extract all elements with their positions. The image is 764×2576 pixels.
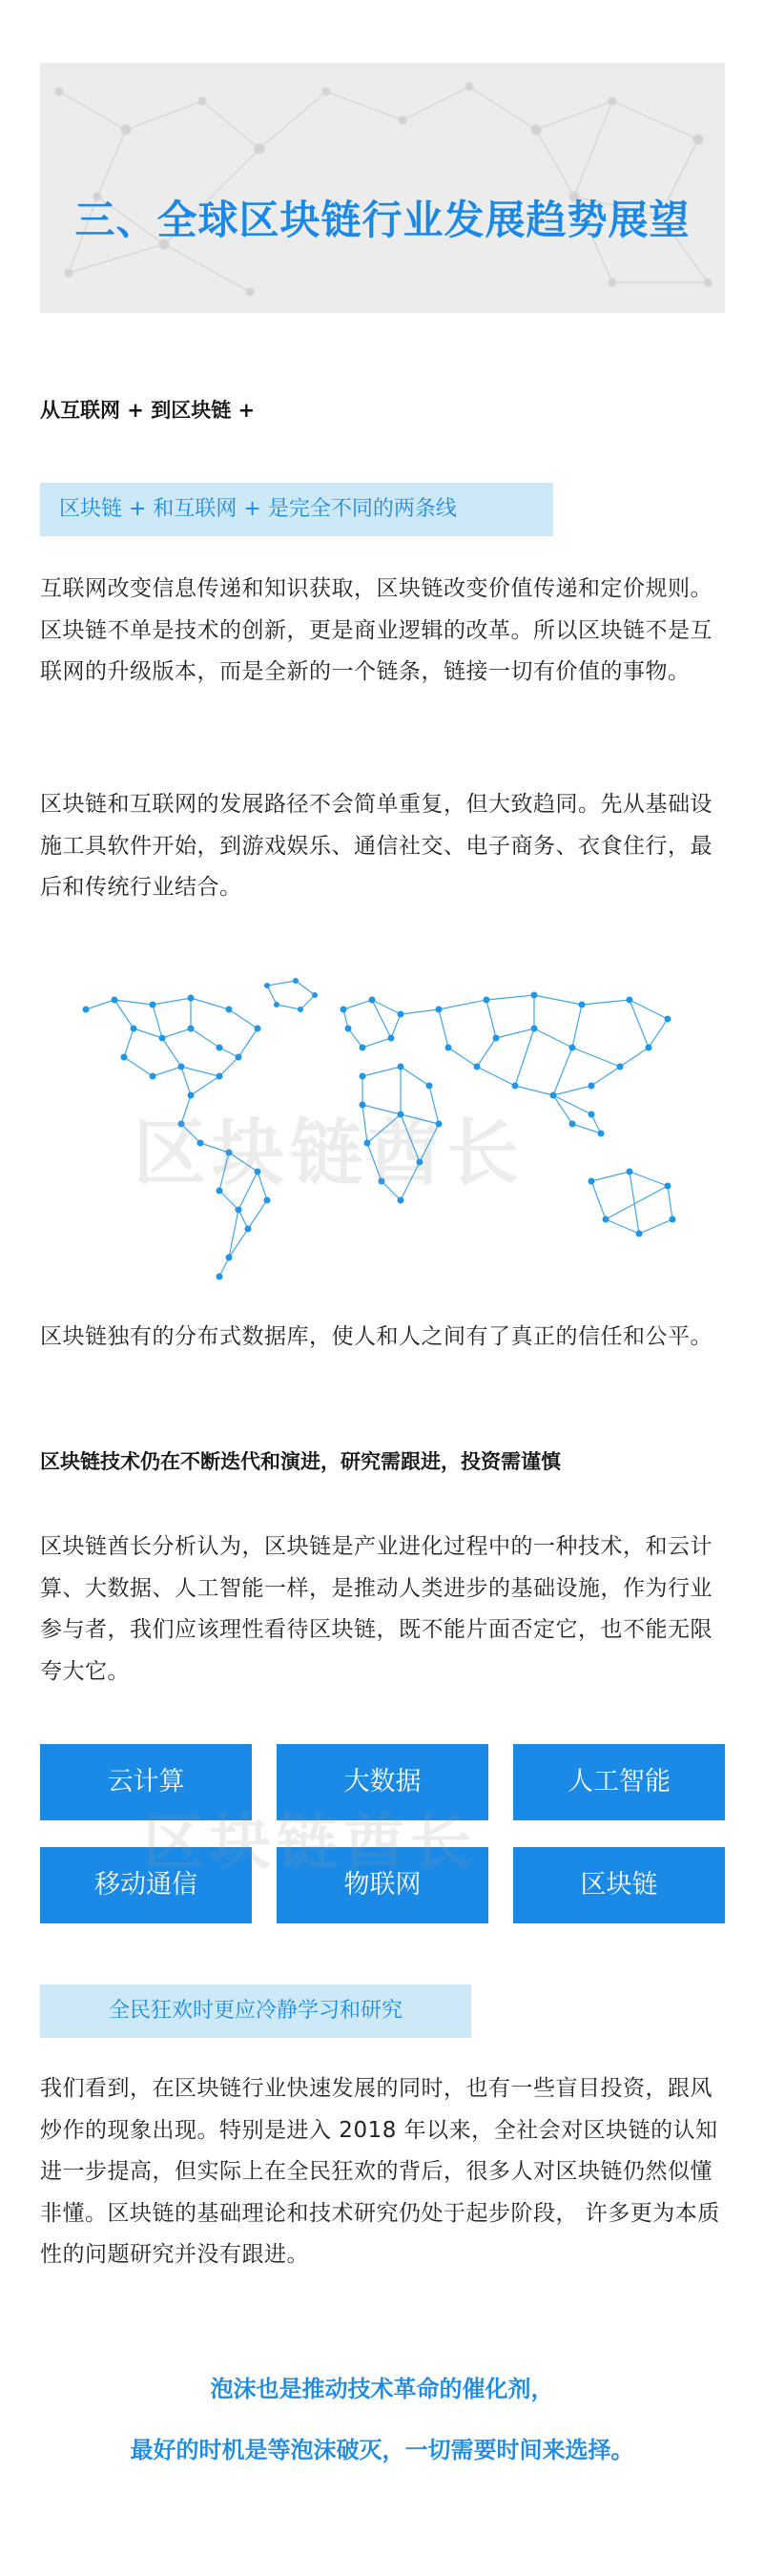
- tech-tile-blockchain: 区块链: [513, 1847, 725, 1923]
- watermark-text: 区块链酋长: [134, 1111, 525, 1195]
- paragraph-market-frenzy: 我们看到，在区块链行业快速发展的同时，也有一些盲目投资，跟风炒作的现象出现。特别是进入 2018 年以来，全社会对区块链的认知进一步提高，但实际上在全民狂欢的背后，很多人对区块链仍然似懂非懂。区块链的基础理论和技术研究仍处于起步阶段， 许多更为本质性的问题研究并没有跟进。: [40, 2076, 720, 2267]
- section-heading-internet-blockchain: 从互联网 + 到区块链 +: [40, 399, 256, 422]
- paragraph-value-transfer: 互联网改变信息传递和知识获取，区块链改变价值传递和定价规则。区块链不单是技术的创新，更是商业逻辑的改革。所以区块链不是互联网的升级版本，而是全新的一个链条，链接一切有价值的事物。: [40, 576, 712, 684]
- tech-tile-ai: 人工智能: [513, 1744, 725, 1820]
- watermark-text: 区块链酋长: [143, 1808, 477, 1879]
- paragraph-analysis: 区块链酋长分析认为，区块链是产业进化过程中的一种技术，和云计算、大数据、人工智能一样，是推动人类进步的基础设施，作为行业参与者，我们应该理性看待区块链，既不能片面否定它，也不能无限夸大它。: [40, 1534, 712, 1684]
- tech-tile-cloud-computing: 云计算: [40, 1744, 252, 1820]
- paragraph-development-path: 区块链和互联网的发展路径不会简单重复，但大致趋同。先从基础设施工具软件开始，到游戏娱乐、通信社交、电子商务、衣食住行，最后和传统行业结合。: [40, 792, 712, 900]
- tech-tile-iot: 物联网: [277, 1847, 488, 1923]
- section-heading-iteration: 区块链技术仍在不断迭代和演进，研究需跟进，投资需谨慎: [40, 1450, 561, 1473]
- network-pattern-decoration: [40, 63, 725, 313]
- tech-tile-mobile-comm: 移动通信: [40, 1847, 252, 1923]
- world-network-map: [76, 971, 687, 1286]
- tech-tile-big-data: 大数据: [277, 1744, 488, 1820]
- subheading-tag-calm-study: 全民狂欢时更应冷静学习和研究: [40, 1984, 471, 2038]
- subheading-tag-two-lines: 区块链 + 和互联网 + 是完全不同的两条线: [40, 483, 553, 536]
- closing-line-1: 泡沫也是推动技术革命的催化剂，: [210, 2376, 554, 2402]
- page-title: 三、全球区块链行业发展趋势展望: [74, 197, 691, 243]
- closing-line-2: 最好的时机是等泡沫破灭，一切需要时间来选择。: [130, 2437, 634, 2463]
- paragraph-distributed-trust: 区块链独有的分布式数据库，使人和人之间有了真正的信任和公平。: [40, 1324, 712, 1349]
- header-banner: [40, 63, 725, 313]
